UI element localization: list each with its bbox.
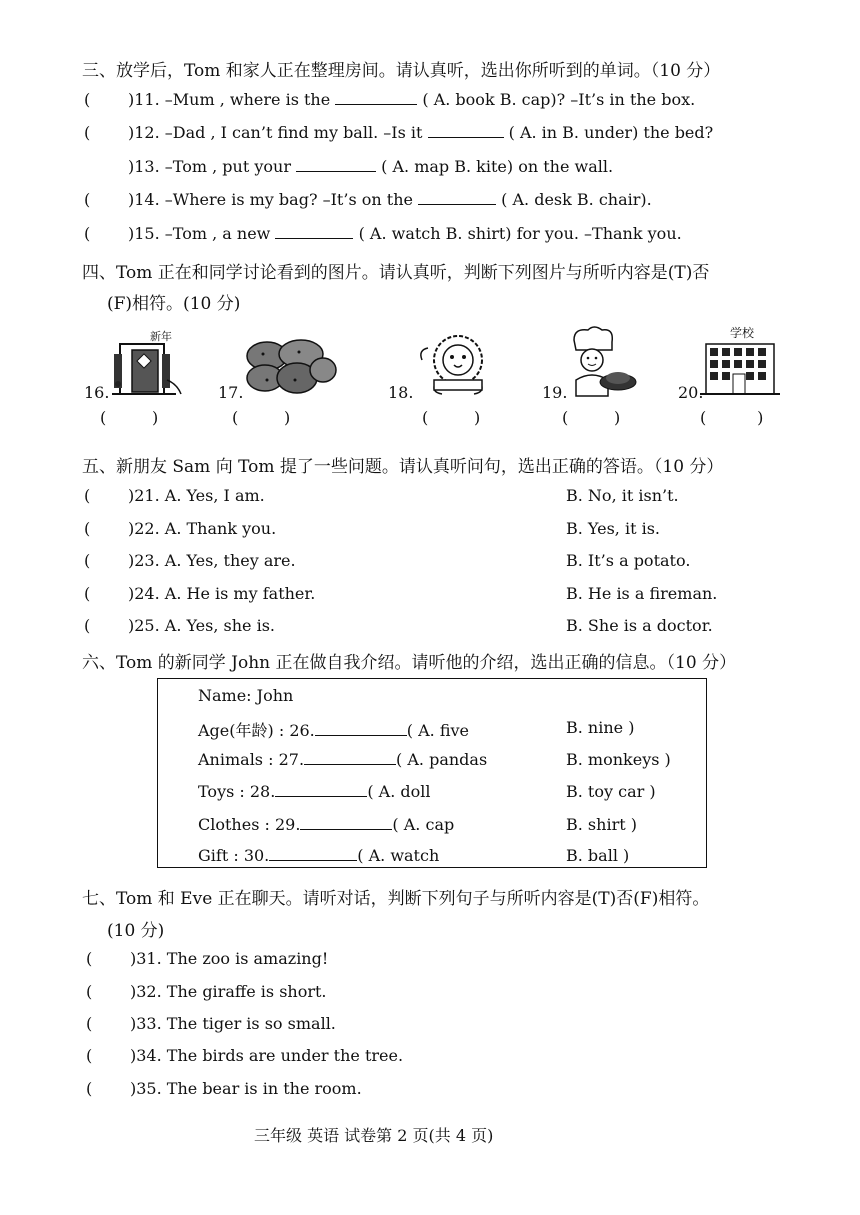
answer-blank[interactable] <box>428 136 504 138</box>
option-b: B. Yes, it is. <box>566 519 660 538</box>
answer-paren[interactable]: ( <box>84 123 91 142</box>
answer-blank[interactable] <box>275 237 353 239</box>
option-b: B. She is a doctor. <box>566 616 713 635</box>
chef-icon <box>564 326 640 398</box>
picture-caption: 学校 <box>730 326 755 340</box>
option-a: ( A. cap <box>392 815 455 834</box>
option-b: B. monkeys ) <box>566 750 671 769</box>
answer-paren[interactable]: ( <box>86 1014 93 1033</box>
option-b: B. ball ) <box>566 846 630 865</box>
item-text: The tiger is so small. <box>166 1014 336 1033</box>
answer-blank[interactable] <box>300 828 392 830</box>
answer-paren[interactable]: ( <box>84 584 91 603</box>
school-icon <box>700 338 780 398</box>
answer-paren[interactable]: ( <box>86 1046 93 1065</box>
option-b: B. nine ) <box>566 718 635 737</box>
item-number: )25. <box>128 616 160 635</box>
answer-paren[interactable]: ( <box>84 616 91 635</box>
option-a: ( A. five <box>406 721 469 740</box>
item-options: ( A. map B. kite) on the wall. <box>381 157 614 176</box>
row-label: Toys : 28. <box>198 782 276 801</box>
row-label: Clothes : 29. <box>198 815 301 834</box>
answer-paren[interactable]: ( ) <box>100 408 159 427</box>
section7-heading-line2: (10 分) <box>107 921 165 941</box>
item-text: The birds are under the tree. <box>166 1046 404 1065</box>
section3-heading: 三、放学后，Tom 和家人正在整理房间。请认真听，选出你所听到的单词。（10 分） <box>82 61 721 81</box>
item-number: )33. <box>130 1014 162 1033</box>
answer-blank[interactable] <box>315 734 407 736</box>
option-a: A. Yes, she is. <box>164 616 276 635</box>
item-number: )31. <box>130 949 162 968</box>
item-options: ( A. watch B. shirt) for you. –Thank you. <box>358 224 682 243</box>
answer-paren[interactable]: ( <box>84 551 91 570</box>
option-a: ( A. pandas <box>396 750 488 769</box>
item-text: –Where is my bag? –It’s on the <box>164 190 413 209</box>
option-a: A. He is my father. <box>164 584 316 603</box>
answer-paren[interactable]: ( <box>84 486 91 505</box>
row-label: Gift : 30. <box>198 846 270 865</box>
item-number: 17. <box>218 383 244 402</box>
item-number: )21. <box>128 486 160 505</box>
option-b: B. toy car ) <box>566 782 656 801</box>
item-number: 16. <box>84 383 110 402</box>
door-icon <box>112 340 184 398</box>
option-b: B. No, it isn’t. <box>566 486 679 505</box>
answer-paren[interactable]: ( ) <box>562 408 621 427</box>
item-number: )22. <box>128 519 160 538</box>
answer-paren[interactable]: ( <box>84 190 91 209</box>
item-number: 20. <box>678 383 704 402</box>
lion-icon <box>418 330 498 398</box>
page-footer: 三年级 英语 试卷第 2 页(共 4 页) <box>254 1126 494 1145</box>
item-text: The zoo is amazing! <box>166 949 329 968</box>
answer-blank[interactable] <box>269 859 357 861</box>
section4-heading-line2: (F)相符。(10 分) <box>107 294 241 314</box>
item-text: –Tom , put your <box>164 157 291 176</box>
option-b: B. shirt ) <box>566 815 637 834</box>
section6-heading: 六、Tom 的新同学 John 正在做自我介绍。请听他的介绍，选出正确的信息。（10 分） <box>82 653 737 673</box>
item-number: )24. <box>128 584 160 603</box>
section4-heading-line1: 四、Tom 正在和同学讨论看到的图片。请认真听，判断下列图片与所听内容是(T)否 <box>82 263 710 283</box>
answer-blank[interactable] <box>335 103 417 105</box>
item-options: ( A. book B. cap)? –It’s in the box. <box>422 90 696 109</box>
item-options: ( A. desk B. chair). <box>501 190 652 209</box>
item-number: )23. <box>128 551 160 570</box>
picture-caption: 新年 <box>150 330 172 343</box>
option-a: A. Yes, they are. <box>164 551 296 570</box>
item-number: )12. <box>128 123 160 142</box>
item-number: )35. <box>130 1079 162 1098</box>
row-label: Age(年龄) : 26. <box>198 721 315 740</box>
item-text: The bear is in the room. <box>166 1079 362 1098</box>
option-a: A. Thank you. <box>164 519 277 538</box>
item-number: 18. <box>388 383 414 402</box>
answer-paren[interactable]: ( <box>84 90 91 109</box>
answer-paren[interactable]: ( <box>86 949 93 968</box>
answer-blank[interactable] <box>275 795 367 797</box>
item-options: ( A. in B. under) the bed? <box>508 123 714 142</box>
name-line: Name: John <box>198 686 294 705</box>
item-number: 19. <box>542 383 568 402</box>
section5-heading: 五、新朋友 Sam 向 Tom 提了一些问题。请认真听问句，选出正确的答语。（10 分） <box>82 457 724 477</box>
answer-paren[interactable]: ( <box>84 224 91 243</box>
item-number: )11. <box>128 90 160 109</box>
item-text: –Mum , where is the <box>164 90 331 109</box>
answer-blank[interactable] <box>418 203 496 205</box>
answer-paren[interactable]: ( <box>84 519 91 538</box>
answer-paren[interactable]: ( <box>86 1079 93 1098</box>
item-number: )15. <box>128 224 160 243</box>
answer-paren[interactable]: ( ) <box>232 408 291 427</box>
option-b: B. He is a fireman. <box>566 584 718 603</box>
item-number: )34. <box>130 1046 162 1065</box>
row-label: Animals : 27. <box>198 750 305 769</box>
item-number: )13. <box>128 157 160 176</box>
item-text: –Dad , I can’t find my ball. –Is it <box>164 123 423 142</box>
item-text: –Tom , a new <box>164 224 271 243</box>
option-b: B. It’s a potato. <box>566 551 691 570</box>
potatoes-icon <box>245 338 337 398</box>
item-number: )14. <box>128 190 160 209</box>
section7-heading-line1: 七、Tom 和 Eve 正在聊天。请听对话，判断下列句子与所听内容是(T)否(F)相符。 <box>82 889 710 909</box>
answer-paren[interactable]: ( <box>86 982 93 1001</box>
answer-blank[interactable] <box>304 763 396 765</box>
answer-blank[interactable] <box>296 170 376 172</box>
item-text: The giraffe is short. <box>166 982 327 1001</box>
info-table <box>157 678 707 868</box>
option-a: A. Yes, I am. <box>164 486 265 505</box>
item-number: )32. <box>130 982 162 1001</box>
option-a: ( A. watch <box>357 846 440 865</box>
option-a: ( A. doll <box>367 782 431 801</box>
answer-paren[interactable]: ( ) <box>422 408 481 427</box>
answer-paren[interactable]: ( ) <box>700 408 764 427</box>
